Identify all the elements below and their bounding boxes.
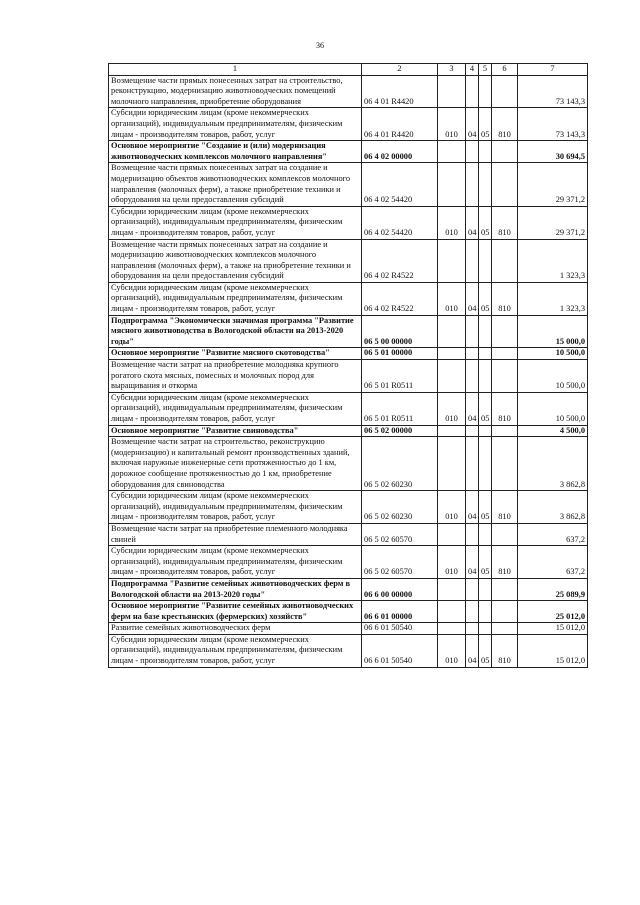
- cell-expense-type: [438, 141, 466, 163]
- cell-target-code: 06 5 01 R0511: [362, 392, 438, 425]
- cell-section: [466, 601, 479, 623]
- cell-subsection: [479, 578, 492, 600]
- cell-kosgu: 810: [492, 206, 518, 239]
- cell-target-code: 06 6 00 00000: [362, 578, 438, 600]
- cell-subsection: [479, 315, 492, 348]
- cell-expense-type: [438, 348, 466, 360]
- cell-expense-type: 010: [438, 206, 466, 239]
- cell-amount: 15 012,0: [518, 623, 588, 635]
- cell-name: Субсидии юридическим лицам (кроме некоммерческих организаций), индивидуальным предпринимателям, физическим лицам - производителям товаров, работ, услуг: [109, 392, 362, 425]
- table-row: [109, 141, 588, 163]
- cell-name: Подпрограмма "Развитие семейных животноводческих ферм в Вологодской области на 2013-2020 годы": [109, 578, 362, 600]
- page-number: 36: [316, 41, 324, 50]
- cell-target-code: 06 5 02 00000: [362, 425, 438, 437]
- cell-section: [466, 239, 479, 282]
- cell-expense-type: [438, 523, 466, 545]
- table-row: [109, 392, 588, 425]
- cell-name: Развитие семейных животноводческих ферм: [109, 623, 362, 635]
- cell-amount: 25 089,9: [518, 578, 588, 600]
- cell-section: [466, 315, 479, 348]
- cell-expense-type: [438, 163, 466, 206]
- table-row: [109, 206, 588, 239]
- column-header: 7: [518, 64, 588, 76]
- cell-expense-type: 010: [438, 392, 466, 425]
- cell-expense-type: [438, 239, 466, 282]
- cell-subsection: [479, 348, 492, 360]
- cell-section: [466, 425, 479, 437]
- cell-name: Субсидии юридическим лицам (кроме некоммерческих организаций), индивидуальным предпринимателям, физическим лицам - производителям товаров, работ, услуг: [109, 206, 362, 239]
- cell-name: Основное мероприятие "Развитие свиноводства": [109, 425, 362, 437]
- cell-section: 04: [466, 634, 479, 667]
- cell-subsection: [479, 239, 492, 282]
- cell-section: 04: [466, 108, 479, 141]
- table-row: [109, 75, 588, 108]
- cell-name: Подпрограмма "Экономически значимая программа "Развитие мясного животноводства в Вологодской области на 2013-2020 годы": [109, 315, 362, 348]
- table-row: [109, 163, 588, 206]
- cell-name: Основное мероприятие "Создание и (или) модернизация животноводческих комплексов молочного направления": [109, 141, 362, 163]
- cell-section: [466, 523, 479, 545]
- cell-expense-type: [438, 75, 466, 108]
- cell-kosgu: 810: [492, 392, 518, 425]
- cell-kosgu: 810: [492, 634, 518, 667]
- cell-section: [466, 360, 479, 393]
- cell-expense-type: [438, 315, 466, 348]
- column-header: 6: [492, 64, 518, 76]
- cell-section: [466, 141, 479, 163]
- cell-section: [466, 578, 479, 600]
- column-header: 4: [466, 64, 479, 76]
- cell-target-code: 06 5 02 60570: [362, 546, 438, 579]
- cell-amount: 3 862,8: [518, 491, 588, 524]
- cell-subsection: 05: [479, 392, 492, 425]
- column-header: 2: [362, 64, 438, 76]
- cell-name: Возмещение части затрат на приобретение племенного молодняка свиней: [109, 523, 362, 545]
- cell-section: [466, 437, 479, 491]
- cell-subsection: 05: [479, 108, 492, 141]
- cell-subsection: [479, 141, 492, 163]
- cell-amount: 29 371,2: [518, 206, 588, 239]
- cell-subsection: 05: [479, 546, 492, 579]
- table-row: [109, 108, 588, 141]
- cell-kosgu: [492, 623, 518, 635]
- cell-name: Субсидии юридическим лицам (кроме некоммерческих организаций), индивидуальным предпринимателям, физическим лицам - производителям товаров, работ, услуг: [109, 634, 362, 667]
- cell-subsection: 05: [479, 491, 492, 524]
- cell-section: [466, 348, 479, 360]
- cell-kosgu: [492, 75, 518, 108]
- cell-amount: 73 143,3: [518, 108, 588, 141]
- table-row: [109, 282, 588, 315]
- table-row: [109, 425, 588, 437]
- table-row: [109, 437, 588, 491]
- table-row: [109, 523, 588, 545]
- cell-target-code: 06 4 02 R4522: [362, 282, 438, 315]
- cell-section: 04: [466, 546, 479, 579]
- cell-subsection: [479, 163, 492, 206]
- cell-subsection: [479, 75, 492, 108]
- cell-target-code: 06 5 02 60230: [362, 491, 438, 524]
- cell-subsection: [479, 437, 492, 491]
- cell-name: Возмещение части прямых понесенных затрат на строительство, реконструкцию, модернизацию животноводческих помещений молочного направления, приобретение оборудования: [109, 75, 362, 108]
- cell-kosgu: [492, 425, 518, 437]
- cell-kosgu: [492, 360, 518, 393]
- cell-name: Возмещение части затрат на приобретение молодняка крупного рогатого скота мясных, помесных и молочных пород для выращивания и откорма: [109, 360, 362, 393]
- table-row: [109, 634, 588, 667]
- cell-name: Возмещение части прямых понесенных затрат на создание и модернизацию животноводческих комплексов молочного направления (молочных ферм), а также на приобретение техники и оборудования на цели предоставления субсидий: [109, 239, 362, 282]
- cell-kosgu: [492, 348, 518, 360]
- cell-target-code: 06 5 01 00000: [362, 348, 438, 360]
- cell-expense-type: [438, 437, 466, 491]
- cell-kosgu: [492, 437, 518, 491]
- cell-expense-type: 010: [438, 108, 466, 141]
- cell-target-code: 06 5 01 R0511: [362, 360, 438, 393]
- cell-amount: 3 862,8: [518, 437, 588, 491]
- table-header-row: [109, 64, 588, 76]
- cell-target-code: 06 4 01 R4420: [362, 75, 438, 108]
- cell-kosgu: [492, 239, 518, 282]
- cell-kosgu: 810: [492, 491, 518, 524]
- cell-name: Субсидии юридическим лицам (кроме некоммерческих организаций), индивидуальным предпринимателям, физическим лицам - производителям товаров, работ, услуг: [109, 491, 362, 524]
- table-body: [109, 75, 588, 667]
- cell-subsection: [479, 360, 492, 393]
- cell-expense-type: 010: [438, 634, 466, 667]
- cell-amount: 10 500,0: [518, 392, 588, 425]
- cell-amount: 29 371,2: [518, 163, 588, 206]
- table-row: [109, 578, 588, 600]
- cell-section: 04: [466, 282, 479, 315]
- cell-subsection: 05: [479, 282, 492, 315]
- cell-section: 04: [466, 491, 479, 524]
- cell-kosgu: [492, 523, 518, 545]
- cell-target-code: 06 4 01 R4420: [362, 108, 438, 141]
- cell-target-code: 06 4 02 00000: [362, 141, 438, 163]
- cell-section: [466, 163, 479, 206]
- cell-amount: 1 323,3: [518, 282, 588, 315]
- cell-expense-type: 010: [438, 546, 466, 579]
- cell-expense-type: [438, 578, 466, 600]
- cell-kosgu: 810: [492, 546, 518, 579]
- cell-name: Основное мероприятие "Развитие семейных животноводческих ферм на базе крестьянских (фермерских) хозяйств": [109, 601, 362, 623]
- cell-name: Основное мероприятие "Развитие мясного скотоводства": [109, 348, 362, 360]
- cell-kosgu: [492, 601, 518, 623]
- table-row: [109, 360, 588, 393]
- table-row: [109, 601, 588, 623]
- cell-amount: 10 500,0: [518, 348, 588, 360]
- cell-target-code: 06 4 02 54420: [362, 163, 438, 206]
- table-row: [109, 315, 588, 348]
- budget-table: [108, 63, 588, 668]
- cell-target-code: 06 6 01 00000: [362, 601, 438, 623]
- cell-expense-type: 010: [438, 282, 466, 315]
- cell-target-code: 06 4 02 R4522: [362, 239, 438, 282]
- cell-target-code: 06 5 02 60230: [362, 437, 438, 491]
- cell-target-code: 06 6 01 50540: [362, 634, 438, 667]
- cell-name: Субсидии юридическим лицам (кроме некоммерческих организаций), индивидуальным предпринимателям, физическим лицам - производителям товаров, работ, услуг: [109, 282, 362, 315]
- cell-section: 04: [466, 206, 479, 239]
- cell-kosgu: [492, 163, 518, 206]
- cell-amount: 4 500,0: [518, 425, 588, 437]
- cell-amount: 25 012,0: [518, 601, 588, 623]
- cell-name: Возмещение части прямых понесенных затрат на создание и модернизацию объектов животноводческих комплексов молочного направления (молочных ферм), а также приобретение техники и оборудования на цели предоставления субсидий: [109, 163, 362, 206]
- cell-subsection: [479, 425, 492, 437]
- cell-expense-type: [438, 425, 466, 437]
- cell-target-code: 06 4 02 54420: [362, 206, 438, 239]
- cell-kosgu: 810: [492, 282, 518, 315]
- cell-amount: 10 500,0: [518, 360, 588, 393]
- cell-kosgu: [492, 315, 518, 348]
- cell-subsection: 05: [479, 634, 492, 667]
- cell-amount: 1 323,3: [518, 239, 588, 282]
- table-row: [109, 623, 588, 635]
- column-header: 1: [109, 64, 362, 76]
- cell-name: Субсидии юридическим лицам (кроме некоммерческих организаций), индивидуальным предпринимателям, физическим лицам - производителям товаров, работ, услуг: [109, 108, 362, 141]
- cell-subsection: 05: [479, 206, 492, 239]
- cell-section: [466, 75, 479, 108]
- cell-kosgu: 810: [492, 108, 518, 141]
- table-row: [109, 348, 588, 360]
- cell-subsection: [479, 523, 492, 545]
- table-row: [109, 239, 588, 282]
- cell-amount: 15 000,0: [518, 315, 588, 348]
- column-header: 5: [479, 64, 492, 76]
- cell-amount: 637,2: [518, 546, 588, 579]
- cell-amount: 73 143,3: [518, 75, 588, 108]
- cell-name: Субсидии юридическим лицам (кроме некоммерческих организаций), индивидуальным предпринимателям, физическим лицам - производителям товаров, работ, услуг: [109, 546, 362, 579]
- cell-expense-type: 010: [438, 491, 466, 524]
- cell-amount: 637,2: [518, 523, 588, 545]
- cell-amount: 15 012,0: [518, 634, 588, 667]
- column-header: 3: [438, 64, 466, 76]
- cell-subsection: [479, 623, 492, 635]
- cell-subsection: [479, 601, 492, 623]
- table-row: [109, 491, 588, 524]
- cell-target-code: 06 6 01 50540: [362, 623, 438, 635]
- cell-amount: 30 694,5: [518, 141, 588, 163]
- cell-section: [466, 623, 479, 635]
- cell-kosgu: [492, 578, 518, 600]
- cell-expense-type: [438, 360, 466, 393]
- cell-expense-type: [438, 601, 466, 623]
- cell-section: 04: [466, 392, 479, 425]
- cell-name: Возмещение части затрат на строительство, реконструкцию (модернизацию) и капитальный ремонт производственных зданий, включая наружные инженерные сети протяженностью до 1 км, дорожное сообщение протяженностью до 1 км, приобретение оборудования для свиноводства: [109, 437, 362, 491]
- cell-kosgu: [492, 141, 518, 163]
- table-row: [109, 546, 588, 579]
- cell-expense-type: [438, 623, 466, 635]
- cell-target-code: 06 5 00 00000: [362, 315, 438, 348]
- cell-target-code: 06 5 02 60570: [362, 523, 438, 545]
